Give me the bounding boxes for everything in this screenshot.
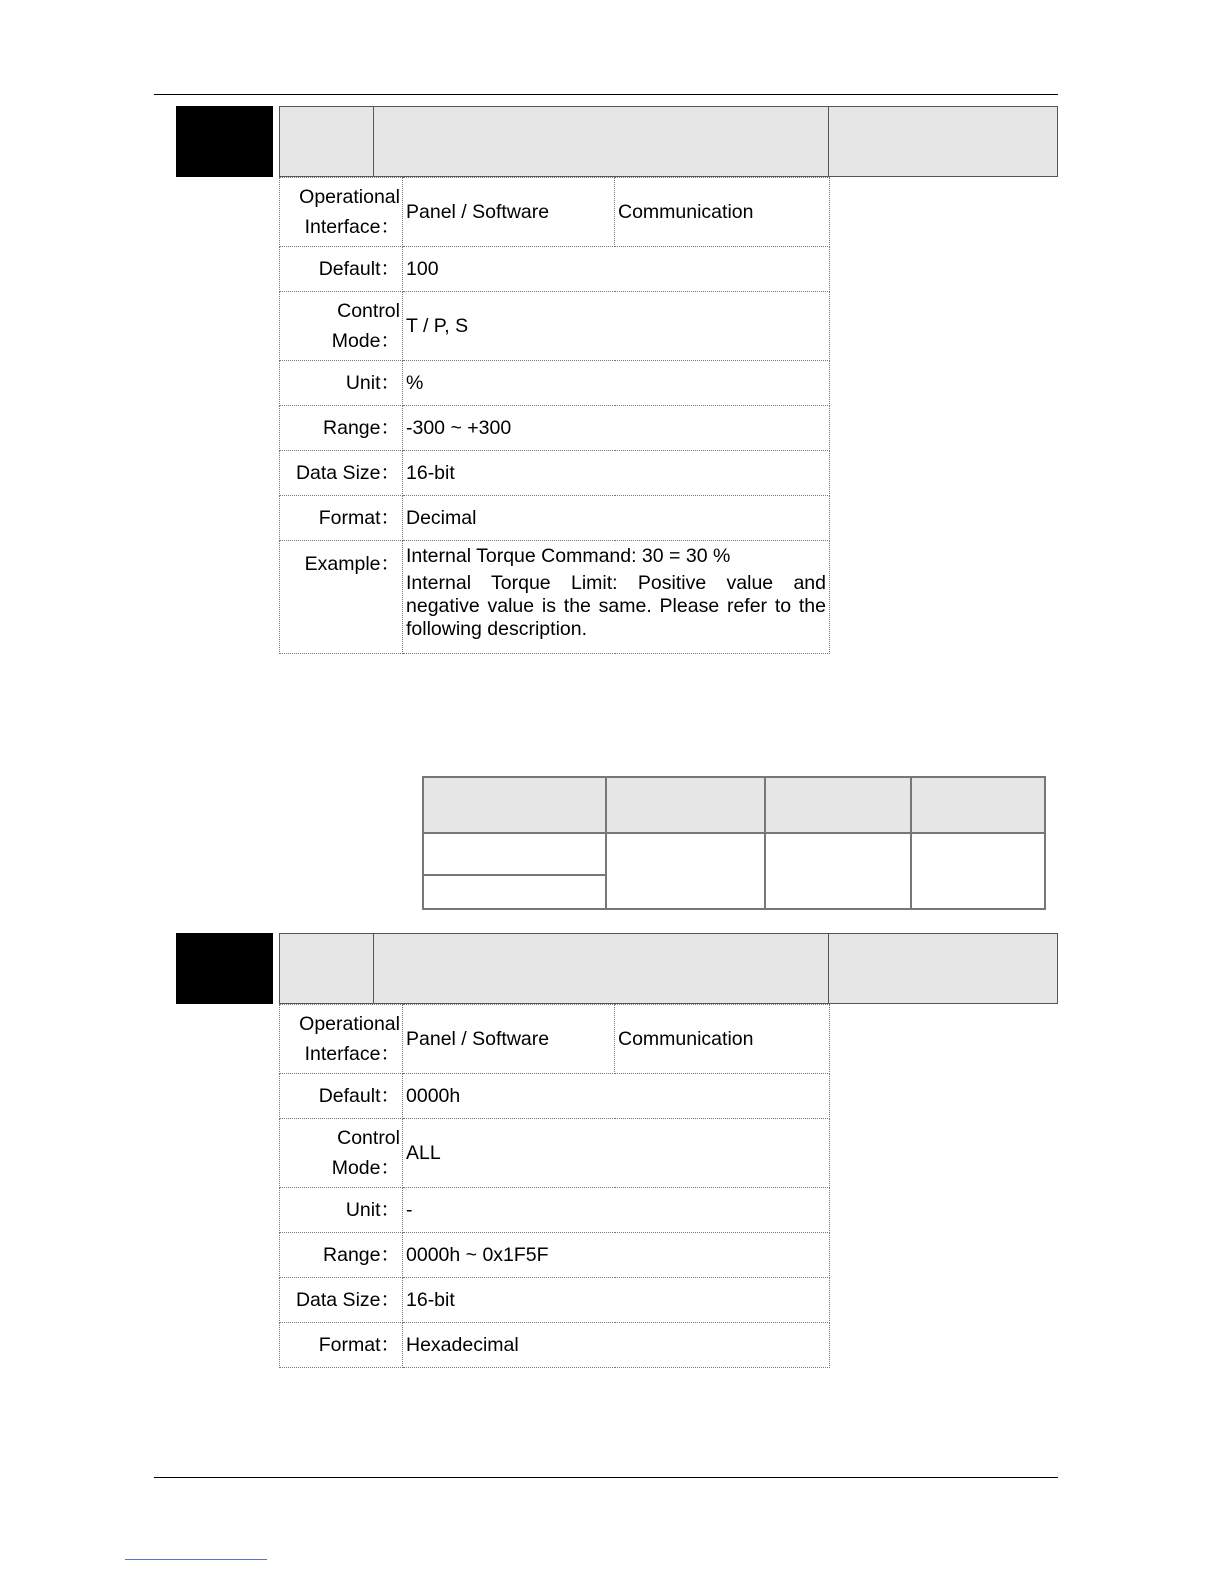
interface-label-line2: Interface： — [304, 216, 400, 238]
table-row — [280, 1074, 830, 1119]
table-row — [280, 406, 830, 451]
interface-label — [280, 178, 403, 247]
interface-label — [280, 1005, 403, 1074]
control-label-line1: Control — [337, 1127, 400, 1149]
interface-panel: Panel / Software — [403, 1005, 615, 1074]
table-row — [280, 496, 830, 541]
interface-label-line1: Operational — [299, 186, 400, 208]
header-divider — [373, 934, 374, 1003]
control-label-line1: Control — [337, 300, 400, 322]
default-value: 100 — [403, 247, 830, 292]
header-divider — [828, 107, 829, 176]
table-row — [280, 247, 830, 292]
data-size-value: 16-bit — [403, 1278, 830, 1323]
table-row — [280, 178, 830, 247]
table-row — [280, 1005, 830, 1074]
table-divider — [764, 778, 766, 908]
control-label-line2: Mode： — [331, 1157, 400, 1179]
interface-label-line2: Interface： — [304, 1043, 400, 1065]
table-row — [280, 1233, 830, 1278]
control-mode-value: ALL — [403, 1119, 830, 1188]
interface-communication: Communication — [615, 1005, 830, 1074]
format-value: Decimal — [403, 496, 830, 541]
control-label-line2: Mode： — [331, 330, 400, 352]
data-size-label: Data Size： — [280, 1278, 403, 1323]
range-value: -300 ~ +300 — [403, 406, 830, 451]
data-size-value: 16-bit — [403, 451, 830, 496]
unit-label: Unit： — [280, 361, 403, 406]
param-id-box — [176, 106, 273, 177]
param-table — [279, 1004, 830, 1368]
default-value: 0000h — [403, 1074, 830, 1119]
unit-value: - — [403, 1188, 830, 1233]
control-mode-label — [280, 1119, 403, 1188]
table-row — [280, 292, 830, 361]
table-row — [280, 1278, 830, 1323]
header-rule — [154, 94, 1058, 95]
example-line2: Internal Torque Limit: Positive value and negative value is the same. Please refer to the following description. — [406, 572, 826, 640]
table-divider — [605, 778, 607, 908]
default-label: Default： — [280, 1074, 403, 1119]
unit-value: % — [403, 361, 830, 406]
table-row — [280, 1119, 830, 1188]
unit-label: Unit： — [280, 1188, 403, 1233]
table-row — [280, 1323, 830, 1368]
footer-link-underline[interactable] — [125, 1559, 267, 1560]
data-size-label: Data Size： — [280, 451, 403, 496]
range-value: 0000h ~ 0x1F5F — [403, 1233, 830, 1278]
control-mode-label — [280, 292, 403, 361]
param-header-bar — [279, 933, 1058, 1004]
table-divider — [910, 778, 912, 908]
table-row — [280, 451, 830, 496]
footer-rule — [154, 1477, 1058, 1478]
default-label: Default： — [280, 247, 403, 292]
param-id-box — [176, 933, 273, 1004]
control-mode-value: T / P, S — [403, 292, 830, 361]
interface-communication: Communication — [615, 178, 830, 247]
range-label: Range： — [280, 1233, 403, 1278]
header-divider — [828, 934, 829, 1003]
param-table — [279, 177, 830, 654]
format-label: Format： — [280, 1323, 403, 1368]
table-row — [280, 541, 830, 654]
interface-label-line1: Operational — [299, 1013, 400, 1035]
example-value — [403, 541, 830, 654]
range-label: Range： — [280, 406, 403, 451]
description-table — [422, 776, 1046, 910]
description-table-header — [424, 778, 1044, 834]
format-label: Format： — [280, 496, 403, 541]
param-header-bar — [279, 106, 1058, 177]
example-line1: Internal Torque Command: 30 = 30 % — [406, 545, 731, 567]
table-row — [280, 361, 830, 406]
table-row — [280, 1188, 830, 1233]
header-divider — [373, 107, 374, 176]
interface-panel: Panel / Software — [403, 178, 615, 247]
example-label: Example： — [280, 541, 403, 654]
table-divider — [424, 874, 607, 876]
format-value: Hexadecimal — [403, 1323, 830, 1368]
